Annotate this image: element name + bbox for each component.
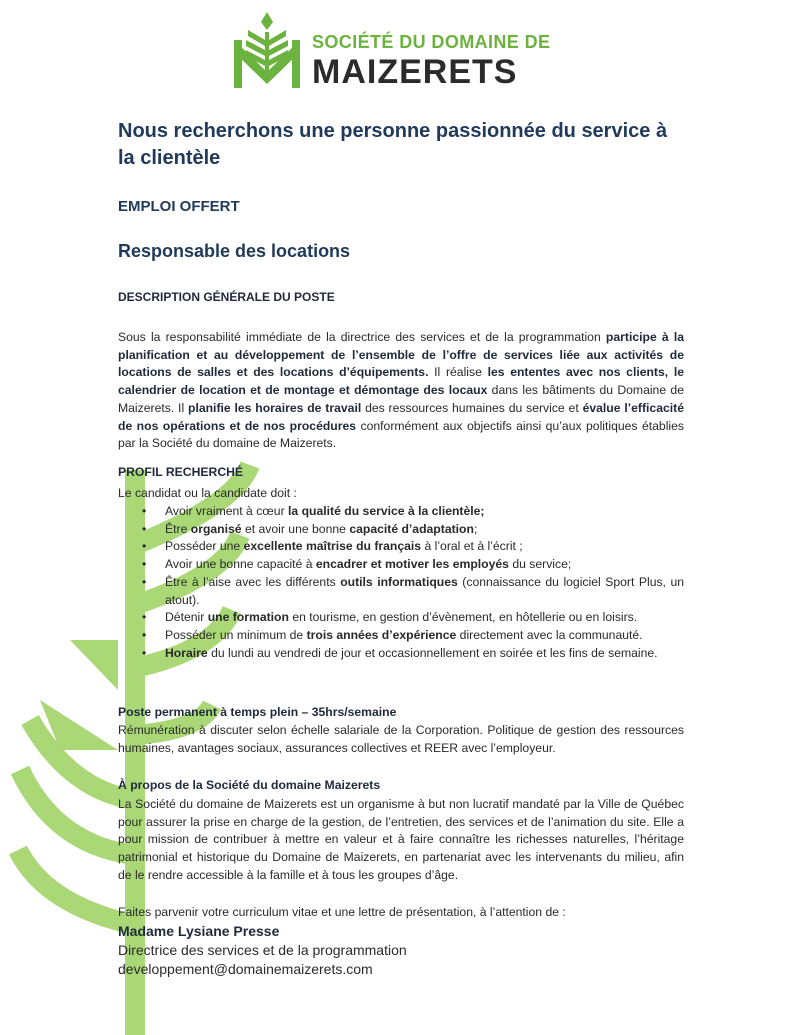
job-title: Responsable des locations — [118, 241, 351, 261]
profile-intro: Le candidat ou la candidate doit : — [118, 486, 297, 500]
list-item: • Être à l’aise avec les différents outils informatiques (connaissance du logiciel Sport Plus, un atout). — [142, 574, 685, 607]
list-item: • Horaire du lundi au vendredi de jour et occasionnellement en soirée et les fins de semaine. — [142, 645, 658, 660]
list-item: • Posséder un minimum de trois années d’expérience directement avec la communauté. — [142, 627, 643, 642]
position-heading: Poste permanent à temps plein – 35hrs/semaine — [118, 705, 397, 719]
list-item: • Avoir vraiment à cœur la qualité du service à la clientèle; — [142, 504, 485, 518]
contact-role: Directrice des services et de la programmation — [118, 942, 407, 958]
logo-line2: MAIZERETS — [312, 53, 518, 91]
about-heading: À propos de la Société du domaine Maizerets — [118, 778, 381, 792]
contact-email[interactable]: developpement@domainemaizerets.com — [118, 961, 373, 977]
list-item: • Détenir une formation en tourisme, en gestion d’évènement, en hôtellerie ou en loisirs. — [142, 610, 638, 625]
logo-line1: SOCIÉTÉ DU DOMAINE DE — [312, 32, 551, 52]
page-title: Nous recherchons une personne passionnée du service à la clientèle — [118, 120, 668, 169]
about-text: La Société du domaine de Maizerets est un organisme à but non lucratif mandaté par la Ville de Québec pour assurer la prise en charge de la gestion, de l’entretien, des services et de l’animation du site. Elle a pour mission de contribuer à mettre en valeur et à faire connaître les richesses naturelles, l’héritage patrimonial et historique du Domaine de Maizerets, en partenariat avec les intervenants du milieu, afin de le rendre accessible à la famille et à tous les groupes d’âge. — [118, 797, 684, 882]
description-heading: DESCRIPTION GÉNÉRALE DU POSTE — [118, 290, 335, 304]
logo — [232, 10, 577, 92]
contact-intro: Faites parvenir votre curriculum vitae et une lettre de présentation, à l’attention de : — [118, 905, 566, 919]
section-offer-heading: EMPLOI OFFERT — [118, 198, 240, 215]
profile-heading: PROFIL RECHERCHÉ — [118, 465, 244, 479]
list-item: • Avoir une bonne capacité à encadrer et motiver les employés du service; — [142, 557, 572, 572]
description-paragraph: Sous la responsabilité immédiate de la directrice des services et de la programmation participe à la planification et au développement de l’ensemble de l’offre de services liée aux activités de locations de salles et des locations d’équipements. Il réalise les ententes avec nos clients, le calendrier de location et de montage et démontage des locaux dans les bâtiments du Domaine de Maizerets. Il planifie les horaires de travail des ressources humaines du service et évalue l’efficacité de nos opérations et de nos procédures conformément aux objectifs ainsi qu’aux politiques établies par la Société du domaine de Maizerets. — [118, 330, 685, 451]
position-text: Rémunération à discuter selon échelle salariale de la Corporation. Politique de gestion des ressources humaines, avantages sociaux, assurances collectives et REER avec l’employeur. — [118, 723, 684, 755]
list-item: • Être organisé et avoir une bonne capacité d’adaptation; — [142, 521, 478, 536]
requirements-list — [118, 503, 684, 662]
wheat-leaf-logo-icon — [232, 10, 302, 90]
contact-name: Madame Lysiane Presse — [118, 923, 280, 939]
list-item: • Posséder une excellente maîtrise du français à l’oral et à l’écrit ; — [142, 539, 523, 554]
